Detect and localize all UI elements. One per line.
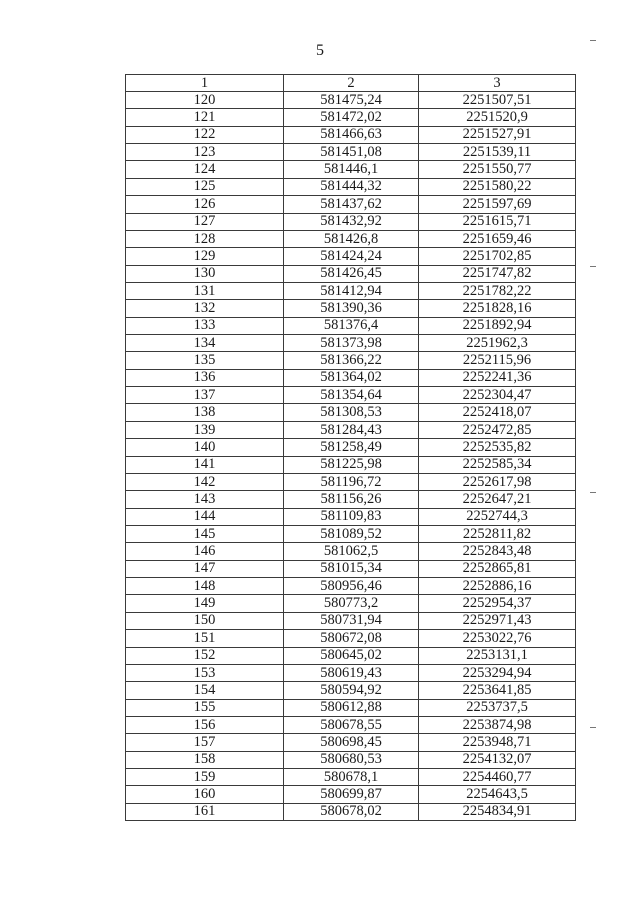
point-number-cell: 137 [126, 387, 284, 404]
x-coordinate-cell: 581156,26 [284, 491, 419, 508]
point-number-cell: 142 [126, 473, 284, 490]
table-row [126, 144, 576, 161]
table-row [126, 178, 576, 195]
y-coordinate-cell: 2252617,98 [419, 473, 576, 490]
x-coordinate-cell: 581437,62 [284, 196, 419, 213]
x-coordinate-cell: 580956,46 [284, 578, 419, 595]
point-number-cell: 124 [126, 161, 284, 178]
table-row [126, 335, 576, 352]
table-row [126, 109, 576, 126]
coordinates-table [125, 74, 576, 821]
table-row [126, 630, 576, 647]
x-coordinate-cell: 580678,55 [284, 716, 419, 733]
x-coordinate-cell: 580698,45 [284, 734, 419, 751]
x-coordinate-cell: 581284,43 [284, 421, 419, 438]
x-coordinate-cell: 581475,24 [284, 92, 419, 109]
y-coordinate-cell: 2254834,91 [419, 803, 576, 820]
y-coordinate-cell: 2251747,82 [419, 265, 576, 282]
point-number-cell: 157 [126, 734, 284, 751]
y-coordinate-cell: 2252472,85 [419, 421, 576, 438]
x-coordinate-cell: 581451,08 [284, 144, 419, 161]
y-coordinate-cell: 2252115,96 [419, 352, 576, 369]
table-row [126, 751, 576, 768]
y-coordinate-cell: 2252954,37 [419, 595, 576, 612]
y-coordinate-cell: 2251597,69 [419, 196, 576, 213]
point-number-cell: 123 [126, 144, 284, 161]
x-coordinate-cell: 580680,53 [284, 751, 419, 768]
table-row [126, 456, 576, 473]
x-coordinate-cell: 581373,98 [284, 335, 419, 352]
point-number-cell: 150 [126, 612, 284, 629]
header-row [126, 75, 576, 92]
table-row [126, 421, 576, 438]
point-number-cell: 149 [126, 595, 284, 612]
table-row [126, 647, 576, 664]
table-row [126, 491, 576, 508]
point-number-cell: 156 [126, 716, 284, 733]
y-coordinate-cell: 2251962,3 [419, 335, 576, 352]
x-coordinate-cell: 580699,87 [284, 786, 419, 803]
table-row [126, 248, 576, 265]
edge-mark [590, 40, 596, 41]
point-number-cell: 151 [126, 630, 284, 647]
x-coordinate-cell: 580773,2 [284, 595, 419, 612]
y-coordinate-cell: 2253131,1 [419, 647, 576, 664]
y-coordinate-cell: 2252843,48 [419, 543, 576, 560]
point-number-cell: 129 [126, 248, 284, 265]
x-coordinate-cell: 581354,64 [284, 387, 419, 404]
y-coordinate-cell: 2252304,47 [419, 387, 576, 404]
y-coordinate-cell: 2251659,46 [419, 230, 576, 247]
table-row [126, 803, 576, 820]
table-row [126, 525, 576, 542]
table-row [126, 682, 576, 699]
x-coordinate-cell: 581089,52 [284, 525, 419, 542]
table-row [126, 560, 576, 577]
point-number-cell: 152 [126, 647, 284, 664]
y-coordinate-cell: 2252647,21 [419, 491, 576, 508]
y-coordinate-cell: 2252886,16 [419, 578, 576, 595]
x-coordinate-cell: 581444,32 [284, 178, 419, 195]
y-coordinate-cell: 2254132,07 [419, 751, 576, 768]
x-coordinate-cell: 581472,02 [284, 109, 419, 126]
y-coordinate-cell: 2251539,11 [419, 144, 576, 161]
x-coordinate-cell: 581196,72 [284, 473, 419, 490]
y-coordinate-cell: 2251527,91 [419, 126, 576, 143]
table-row [126, 473, 576, 490]
x-coordinate-cell: 581308,53 [284, 404, 419, 421]
x-coordinate-cell: 581432,92 [284, 213, 419, 230]
x-coordinate-cell: 580672,08 [284, 630, 419, 647]
x-coordinate-cell: 580645,02 [284, 647, 419, 664]
table-header [126, 75, 576, 92]
table-row [126, 282, 576, 299]
table-row [126, 578, 576, 595]
point-number-cell: 161 [126, 803, 284, 820]
point-number-cell: 147 [126, 560, 284, 577]
y-coordinate-cell: 2252811,82 [419, 525, 576, 542]
x-coordinate-cell: 581426,8 [284, 230, 419, 247]
table-row [126, 300, 576, 317]
point-number-cell: 127 [126, 213, 284, 230]
x-coordinate-cell: 580731,94 [284, 612, 419, 629]
x-coordinate-cell: 581466,63 [284, 126, 419, 143]
y-coordinate-cell: 2251828,16 [419, 300, 576, 317]
x-coordinate-cell: 581364,02 [284, 369, 419, 386]
point-number-cell: 159 [126, 769, 284, 786]
point-number-cell: 121 [126, 109, 284, 126]
point-number-cell: 136 [126, 369, 284, 386]
point-number-cell: 153 [126, 664, 284, 681]
table-row [126, 734, 576, 751]
point-number-cell: 148 [126, 578, 284, 595]
x-coordinate-cell: 581258,49 [284, 439, 419, 456]
point-number-cell: 134 [126, 335, 284, 352]
point-number-cell: 160 [126, 786, 284, 803]
point-number-cell: 133 [126, 317, 284, 334]
table-row [126, 213, 576, 230]
y-coordinate-cell: 2253641,85 [419, 682, 576, 699]
x-coordinate-cell: 581015,34 [284, 560, 419, 577]
x-coordinate-cell: 581412,94 [284, 282, 419, 299]
point-number-cell: 139 [126, 421, 284, 438]
x-coordinate-cell: 580678,1 [284, 769, 419, 786]
column-header-2: 2 [284, 75, 419, 92]
x-coordinate-cell: 580619,43 [284, 664, 419, 681]
point-number-cell: 131 [126, 282, 284, 299]
point-number-cell: 138 [126, 404, 284, 421]
point-number-cell: 122 [126, 126, 284, 143]
table-row [126, 699, 576, 716]
table-row [126, 196, 576, 213]
x-coordinate-cell: 581390,36 [284, 300, 419, 317]
y-coordinate-cell: 2251507,51 [419, 92, 576, 109]
page-number: 5 [316, 42, 324, 59]
point-number-cell: 125 [126, 178, 284, 195]
edge-mark [590, 492, 596, 493]
y-coordinate-cell: 2252418,07 [419, 404, 576, 421]
table-row [126, 161, 576, 178]
table-row [126, 369, 576, 386]
y-coordinate-cell: 2252865,81 [419, 560, 576, 577]
y-coordinate-cell: 2252241,36 [419, 369, 576, 386]
y-coordinate-cell: 2251892,94 [419, 317, 576, 334]
table-row [126, 612, 576, 629]
table-row [126, 595, 576, 612]
point-number-cell: 126 [126, 196, 284, 213]
table-row [126, 716, 576, 733]
y-coordinate-cell: 2251615,71 [419, 213, 576, 230]
point-number-cell: 154 [126, 682, 284, 699]
table-row [126, 92, 576, 109]
table-row [126, 352, 576, 369]
table-row [126, 387, 576, 404]
x-coordinate-cell: 581424,24 [284, 248, 419, 265]
point-number-cell: 130 [126, 265, 284, 282]
y-coordinate-cell: 2253294,94 [419, 664, 576, 681]
point-number-cell: 135 [126, 352, 284, 369]
point-number-cell: 120 [126, 92, 284, 109]
table-row [126, 769, 576, 786]
column-header-1: 1 [126, 75, 284, 92]
table-row [126, 786, 576, 803]
table-row [126, 664, 576, 681]
x-coordinate-cell: 581366,22 [284, 352, 419, 369]
x-coordinate-cell: 581376,4 [284, 317, 419, 334]
point-number-cell: 144 [126, 508, 284, 525]
x-coordinate-cell: 581062,5 [284, 543, 419, 560]
x-coordinate-cell: 581109,83 [284, 508, 419, 525]
edge-mark [590, 727, 596, 728]
table-row [126, 230, 576, 247]
y-coordinate-cell: 2253737,5 [419, 699, 576, 716]
point-number-cell: 140 [126, 439, 284, 456]
y-coordinate-cell: 2251782,22 [419, 282, 576, 299]
y-coordinate-cell: 2254460,77 [419, 769, 576, 786]
y-coordinate-cell: 2252535,82 [419, 439, 576, 456]
x-coordinate-cell: 580612,88 [284, 699, 419, 716]
table-row [126, 317, 576, 334]
table-row [126, 404, 576, 421]
y-coordinate-cell: 2251520,9 [419, 109, 576, 126]
y-coordinate-cell: 2253022,76 [419, 630, 576, 647]
x-coordinate-cell: 581225,98 [284, 456, 419, 473]
y-coordinate-cell: 2251702,85 [419, 248, 576, 265]
table-row [126, 439, 576, 456]
y-coordinate-cell: 2251580,22 [419, 178, 576, 195]
y-coordinate-cell: 2254643,5 [419, 786, 576, 803]
y-coordinate-cell: 2253948,71 [419, 734, 576, 751]
edge-mark [590, 266, 596, 267]
point-number-cell: 158 [126, 751, 284, 768]
point-number-cell: 141 [126, 456, 284, 473]
x-coordinate-cell: 581426,45 [284, 265, 419, 282]
table-row [126, 126, 576, 143]
point-number-cell: 145 [126, 525, 284, 542]
x-coordinate-cell: 581446,1 [284, 161, 419, 178]
table-row [126, 508, 576, 525]
x-coordinate-cell: 580594,92 [284, 682, 419, 699]
y-coordinate-cell: 2251550,77 [419, 161, 576, 178]
point-number-cell: 155 [126, 699, 284, 716]
y-coordinate-cell: 2252744,3 [419, 508, 576, 525]
point-number-cell: 146 [126, 543, 284, 560]
y-coordinate-cell: 2253874,98 [419, 716, 576, 733]
table-row [126, 265, 576, 282]
table-body [126, 92, 576, 821]
x-coordinate-cell: 580678,02 [284, 803, 419, 820]
column-header-3: 3 [419, 75, 576, 92]
y-coordinate-cell: 2252585,34 [419, 456, 576, 473]
point-number-cell: 132 [126, 300, 284, 317]
y-coordinate-cell: 2252971,43 [419, 612, 576, 629]
table-row [126, 543, 576, 560]
point-number-cell: 143 [126, 491, 284, 508]
point-number-cell: 128 [126, 230, 284, 247]
